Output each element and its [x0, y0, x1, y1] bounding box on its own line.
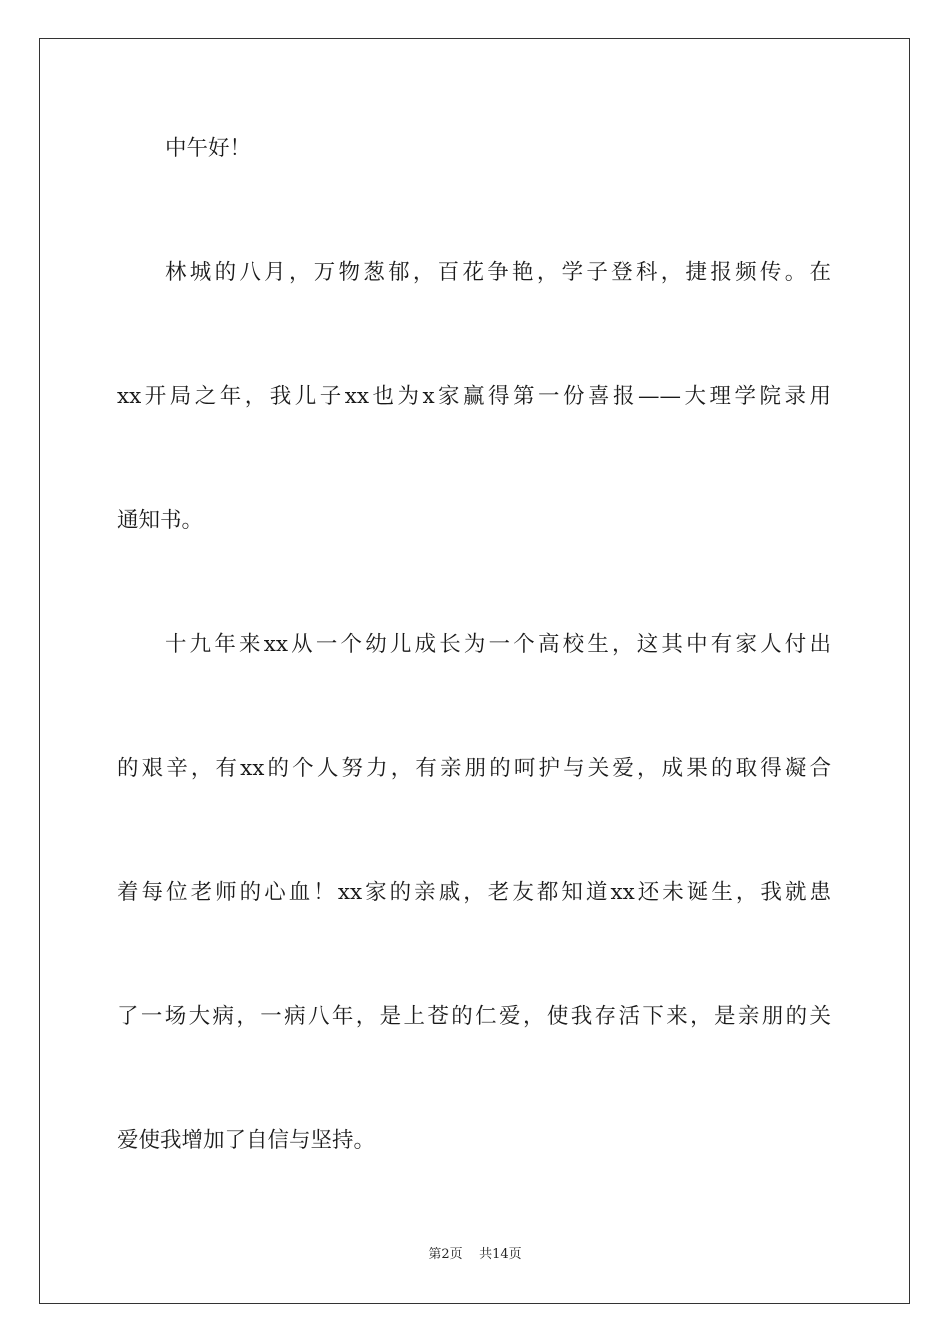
paragraph-line: 的艰辛，有xx的个人努力，有亲朋的呵护与关爱，成果的取得凝合	[117, 756, 831, 781]
paragraph-line: 十九年来xx从一个幼儿成长为一个高校生，这其中有家人付出	[165, 632, 831, 657]
page-border	[39, 38, 910, 1304]
page-total: 共14页	[479, 1247, 522, 1262]
paragraph-line: 林城的八月，万物葱郁，百花争艳，学子登科，捷报频传。在	[165, 260, 831, 285]
greeting-line: 中午好！	[165, 136, 252, 161]
page-footer	[0, 1246, 950, 1264]
paragraph-line: 了一场大病，一病八年，是上苍的仁爱，使我存活下来，是亲朋的关	[117, 1004, 831, 1029]
paragraph-line: 通知书。	[117, 508, 204, 533]
paragraph-line: 着每位老师的心血！xx家的亲戚，老友都知道xx还未诞生，我就患	[117, 880, 831, 905]
paragraph-line: 爱使我增加了自信与坚持。	[117, 1128, 376, 1153]
page-number: 第2页	[428, 1247, 463, 1262]
paragraph-line: xx开局之年，我儿子xx也为x家赢得第一份喜报——大理学院录用	[117, 384, 831, 409]
